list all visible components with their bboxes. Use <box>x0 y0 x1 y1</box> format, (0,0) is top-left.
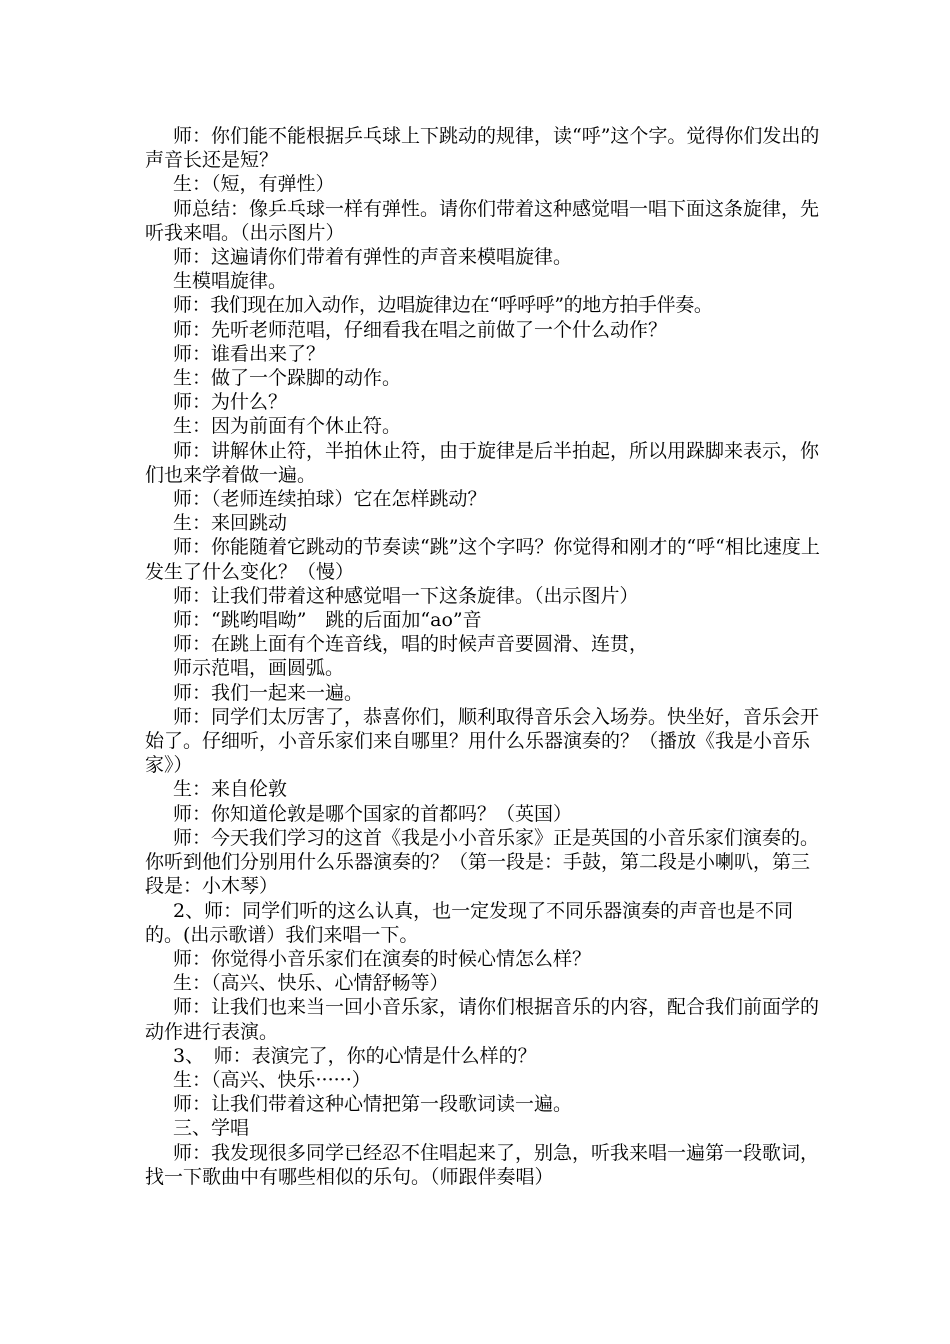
paragraph: 师：让我们也来当一回小音乐家，请你们根据音乐的内容，配合我们前面学的动作进行表演。 <box>145 996 820 1043</box>
document-body <box>145 124 825 1189</box>
paragraph: 生：来自伦敦 <box>173 778 288 801</box>
paragraph: 师：让我们带着这种心情把第一段歌词读一遍。 <box>173 1093 573 1116</box>
paragraph: 师：为什么？ <box>173 391 288 414</box>
paragraph: 2、师：同学们听的这么认真，也一定发现了不同乐器演奏的声音也是不同的。(出示歌谱）我们来唱一下。 <box>145 899 794 946</box>
paragraph: 师：在跳上面有个连音线，唱的时候声音要圆滑、连贯， <box>173 633 649 656</box>
paragraph: 师：你们能不能根据乒乓球上下跳动的规律，读“呼”这个字。觉得你们发出的声音长还是短？ <box>145 125 820 172</box>
paragraph: 师：我发现很多同学已经忍不住唱起来了，别急，听我来唱一遍第一段歌词，找一下歌曲中有哪些相似的乐句。（师跟伴奏唱） <box>145 1141 820 1188</box>
paragraph: 师：先听老师范唱，仔细看我在唱之前做了一个什么动作？ <box>173 318 668 341</box>
paragraph: 师：我们现在加入动作，边唱旋律边在“呼呼呼”的地方拍手伴奏。 <box>173 294 713 317</box>
paragraph: 师示范唱，画圆弧。 <box>173 657 345 680</box>
paragraph: 生：（短，有弹性） <box>173 173 335 196</box>
paragraph: 师：让我们带着这种感觉唱一下这条旋律。（出示图片） <box>173 584 639 607</box>
paragraph: 生：做了一个跺脚的动作。 <box>173 367 402 390</box>
paragraph: 生模唱旋律。 <box>173 270 288 293</box>
paragraph: 师：同学们太厉害了，恭喜你们，顺利取得音乐会入场券。快坐好，音乐会开始了。仔细听，小音乐家们来自哪里？用什么乐器演奏的？（播放《我是小音乐家》） <box>145 705 820 777</box>
paragraph: 生：（高兴、快乐······） <box>173 1068 371 1091</box>
paragraph: 师：“跳哟唱呦” 跳的后面加“ao”音 <box>173 609 482 632</box>
paragraph: 师：你觉得小音乐家们在演奏的时候心情怎么样？ <box>173 947 592 970</box>
paragraph: 师：你知道伦敦是哪个国家的首都吗？（英国） <box>173 802 573 825</box>
paragraph: 师：讲解休止符，半拍休止符，由于旋律是后半拍起，所以用跺脚来表示，你们也来学着做一遍。 <box>145 439 820 486</box>
section-heading: 三、学唱 <box>173 1117 250 1140</box>
paragraph: 师：这遍请你们带着有弹性的声音来模唱旋律。 <box>173 246 573 269</box>
paragraph: 师总结：像乒乓球一样有弹性。请你们带着这种感觉唱一唱下面这条旋律，先听我来唱。（出示图片） <box>145 197 820 244</box>
paragraph: 生：因为前面有个休止符。 <box>173 415 402 438</box>
paragraph: 师：今天我们学习的这首《我是小小音乐家》正是英国的小音乐家们演奏的。你听到他们分别用什么乐器演奏的？（第一段是：手鼓，第二段是小喇叭，第三段是：小木琴） <box>145 826 820 898</box>
paragraph: 生：来回跳动 <box>173 512 288 535</box>
paragraph: 3、 师：表演完了，你的心情是什么样的？ <box>173 1044 537 1067</box>
paragraph: 师：你能随着它跳动的节奏读“跳”这个字吗？你觉得和刚才的“呼“相比速度上发生了什么变化？（慢） <box>145 536 820 583</box>
paragraph: 师：我们一起来一遍。 <box>173 681 364 704</box>
paragraph: 生：（高兴、快乐、心情舒畅等） <box>173 972 449 995</box>
paragraph: 师：（老师连续拍球）它在怎样跳动？ <box>173 488 487 511</box>
paragraph: 师：谁看出来了？ <box>173 342 326 365</box>
